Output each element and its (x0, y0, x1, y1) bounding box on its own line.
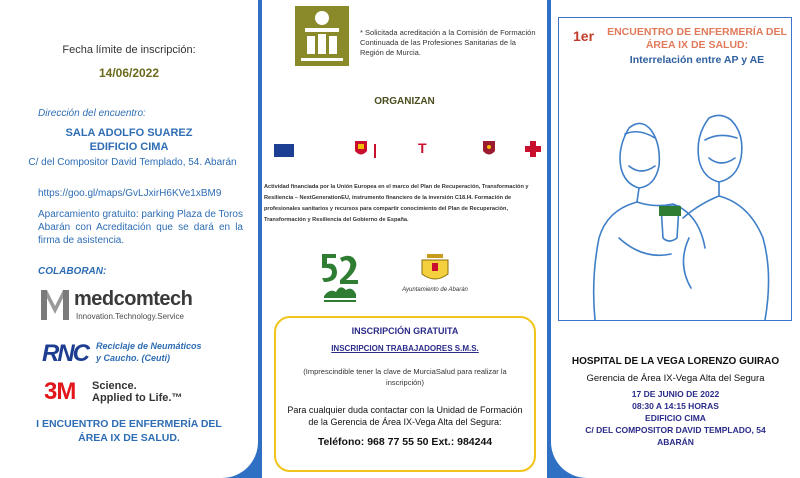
venue-name (0, 126, 258, 154)
medcomtech-logo (40, 288, 240, 324)
nurses-illustration (559, 88, 791, 320)
anniversary-25-logo (318, 250, 362, 306)
event-poster (558, 17, 792, 321)
venue-heading: Dirección del encuentro: (38, 108, 146, 119)
poster-title: ENCUENTRO DE ENFERMERÍA DEL ÁREA IX DE SALUD: (607, 26, 787, 51)
3m-slogan-line-2: Applied to Life.™ (92, 392, 183, 404)
medcomtech-m-icon (40, 288, 70, 322)
registration-contact: Para cualquier duda contactar con la Unidad de Formación de la Gerencia de Área IX-Vega Alta del Segura: (287, 405, 523, 427)
registration-phone: Teléfono: 968 77 55 50 Ext.: 984244 (317, 436, 493, 448)
murcia-health-icon (524, 140, 542, 158)
hospital-name: HOSPITAL DE LA VEGA LORENZO GUIRAO (571, 356, 780, 367)
rnc-mark: RNC (42, 340, 88, 367)
accreditation-text: Solicitada acreditación a la Comisión de Formación Continuada de las Profesiones Sanitarias de la Región de Murcia. (360, 28, 536, 57)
rnc-description (96, 340, 202, 364)
event-footer-line-1: I ENCUENTRO DE ENFERMERÍA DEL (36, 418, 222, 430)
rnc-logo (42, 340, 242, 372)
event-building: EDIFICIO CIMA (645, 413, 706, 423)
asterisk-icon: * (360, 28, 366, 37)
abaran-coat-of-arms-icon (410, 252, 460, 306)
3m-logo (44, 378, 244, 406)
venue-name-line-1: SALA ADOLFO SUAREZ (65, 127, 193, 139)
cfc-logo (295, 6, 349, 66)
event-footer-line-2: ÁREA IX DE SALUD. (78, 432, 180, 444)
event-street: C/ DEL COMPOSITOR DAVID TEMPLADO, 54 (585, 425, 766, 435)
left-panel (0, 0, 258, 478)
medcomtech-tagline: Innovation.Technology.Service (76, 312, 184, 321)
venue-name-line-2: EDIFICIO CIMA (89, 141, 169, 153)
event-footer-title (0, 417, 258, 445)
rnc-description-line-2: y Caucho. (Ceuti) (96, 353, 171, 363)
deadline-date: 14/06/2022 (98, 66, 160, 80)
accreditation-note (360, 28, 540, 58)
funding-statement: Actividad financiada por la Unión Europea en el marco del Plan de Recuperación, Transformación y Resiliencia – NextGenerationEU, instrumento financiero de la inversión C18.I4. Formación de profesionales sanitarios y recursos para compartir conocimiento del Plan de Recuperación, Transformación y Resiliencia del Gobierno de España. (264, 184, 529, 223)
medcomtech-name: medcomtech (74, 288, 193, 310)
venue-address: C/ del Compositor David Templado, 54. Abarán (28, 157, 237, 168)
divider (374, 144, 376, 158)
recovery-plan-logo-icon: T (418, 140, 427, 156)
murcia-shield-icon (482, 140, 496, 158)
deadline-label: Fecha límite de inscripción: (62, 44, 196, 56)
event-hours: 08:30 A 14:15 HORAS (632, 401, 719, 411)
3m-slogan-line-1: Science. (92, 380, 137, 392)
registration-requirement: (Imprescindible tener la clave de MurciaSalud para realizar la inscripción) (303, 367, 507, 387)
event-date: 17 DE JUNIO DE 2022 (631, 389, 720, 399)
registration-link[interactable]: INSCRIPCION TRABAJADORES S.M.S. (331, 344, 479, 353)
poster-subtitle: Interrelación entre AP y AE (629, 54, 765, 66)
organizer-logos-strip (274, 138, 544, 162)
health-area: Gerencia de Área IX-Vega Alta del Segura (586, 373, 765, 384)
abaran-council-label: Ayuntamiento de Abarán (402, 287, 468, 293)
venue-map-link[interactable]: https://goo.gl/maps/GvLJxirH6KVe1xBM9 (38, 188, 222, 199)
eu-flag-icon (274, 144, 294, 157)
registration-title: INSCRIPCIÓN GRATUITA (351, 326, 459, 336)
organizers-heading: ORGANIZAN (374, 96, 435, 107)
middle-panel (262, 0, 547, 478)
right-panel (551, 0, 800, 478)
parking-info: Aparcamiento gratuito: parking Plaza de Toros Abarán con Acreditación que se dará en la firma de asistencia. (38, 209, 243, 246)
registration-box (274, 316, 536, 472)
event-town: ABARÁN (657, 437, 694, 447)
3m-slogan (92, 380, 182, 404)
poster-edition: 1er (573, 28, 595, 44)
3m-mark: 3M (44, 378, 76, 405)
rnc-description-line-1: Reciclaje de Neumáticos (96, 341, 202, 351)
spain-shield-icon (354, 140, 368, 158)
collaborators-heading: COLABORAN: (38, 266, 107, 277)
cup-band-icon (659, 206, 681, 216)
